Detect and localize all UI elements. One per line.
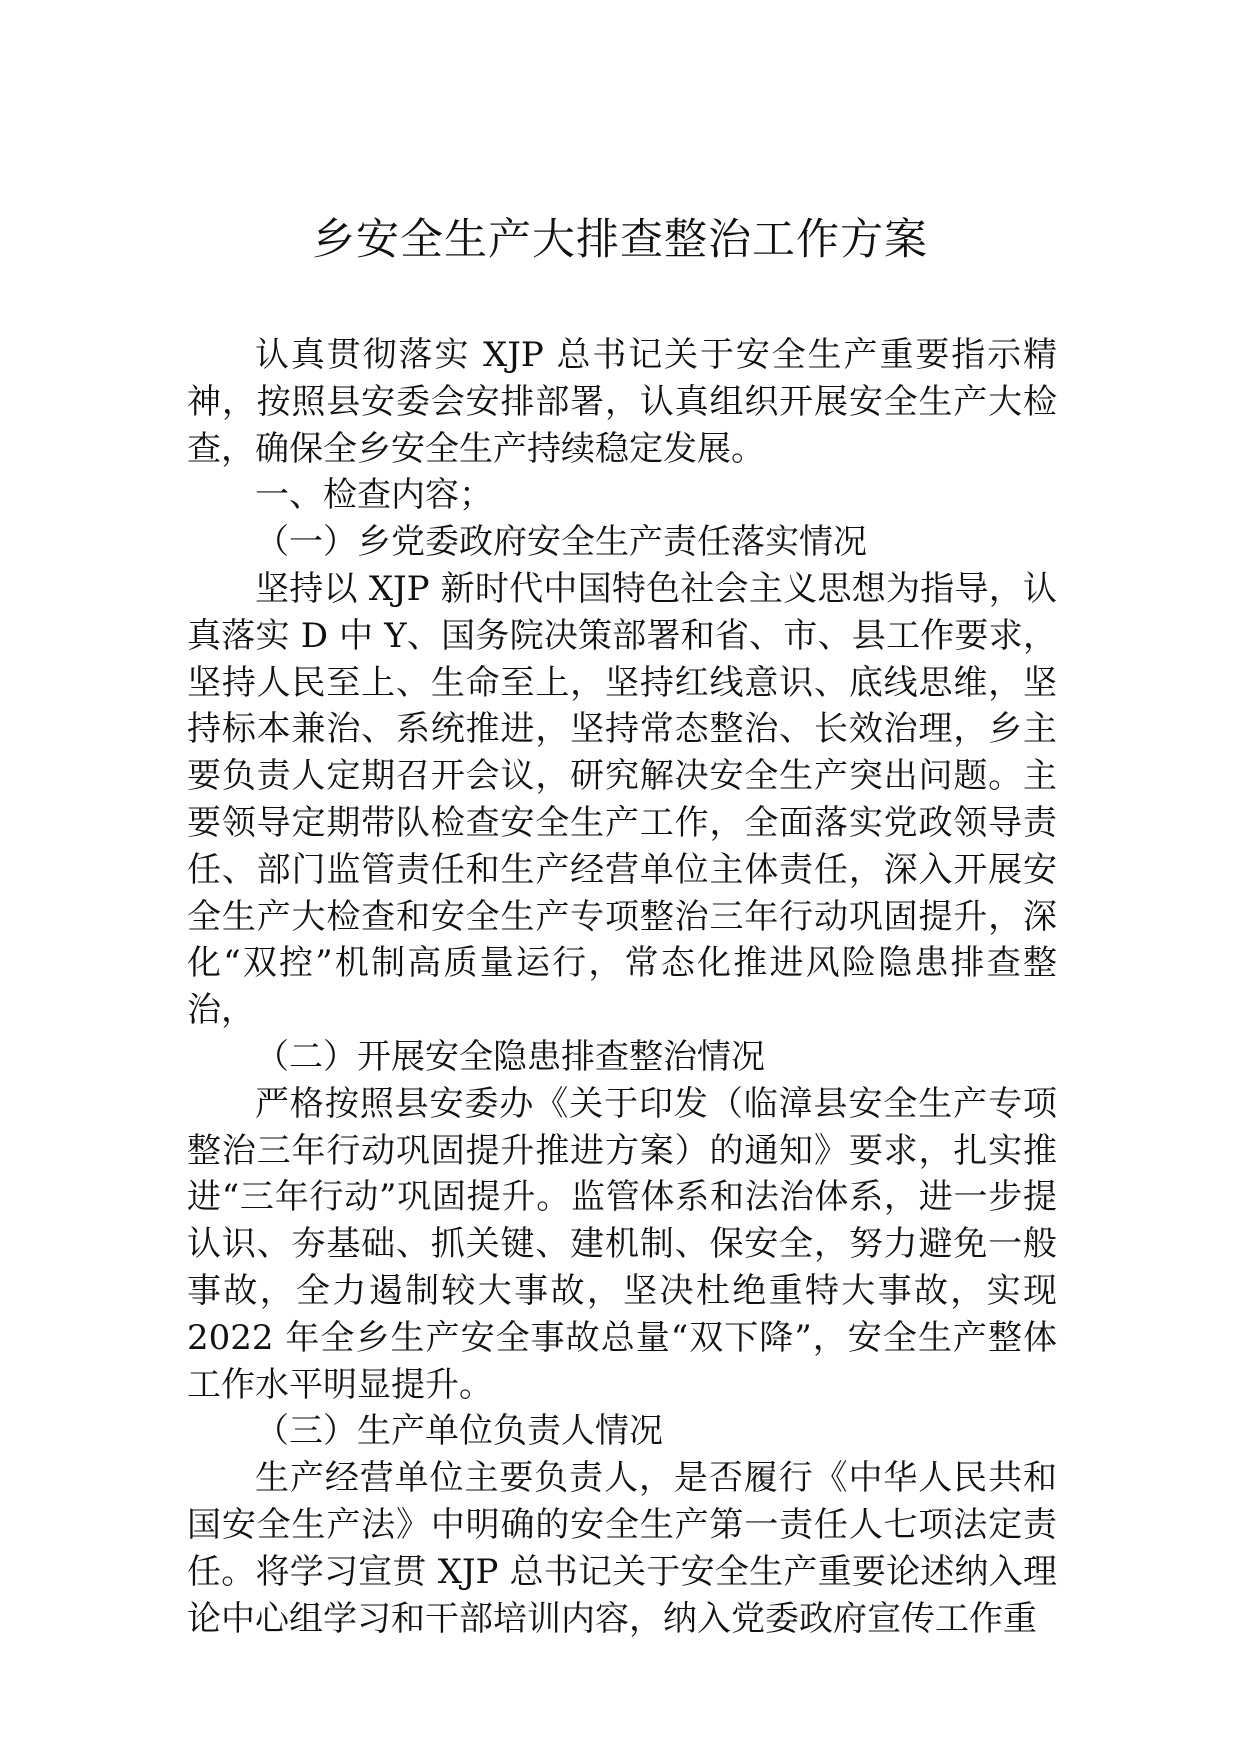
subsection-3-paragraph: 生产经营单位主要负责人，是否履行《中华人民共和国安全生产法》中明确的安全生产第一责任人七项法定责任。将学习宣贯 XJP 总书记关于安全生产重要论述纳入理论中心组学习和干部培训内容，纳入党委政府宣传工作重 — [187, 1458, 1057, 1639]
section-heading-inspection-content: 一、检查内容； — [255, 475, 493, 516]
document-body — [187, 332, 1057, 1642]
subsection-heading-3: （三）生产单位负责人情况 — [255, 1411, 663, 1452]
intro-paragraph: 认真贯彻落实 XJP 总书记关于安全生产重要指示精神，按照县安委会安排部署，认真组织开展安全生产大检查，确保全乡安全生产持续稳定发展。 — [187, 335, 1057, 469]
subsection-2-paragraph: 严格按照县安委办《关于印发（临漳县安全生产专项整治三年行动巩固提升推进方案）的通知》要求，扎实推进“三年行动”巩固提升。监管体系和法治体系，进一步提认识、夯基础、抓关键、建机制、保安全，努力避免一般事故，全力遏制较大事故，坚决杜绝重特大事故，实现 2022 年全乡生产安全事故总量“双下降”，安全生产整体工作水平明显提升。 — [187, 1083, 1057, 1405]
subsection-1-paragraph: 坚持以 XJP 新时代中国特色社会主义思想为指导，认真落实 D 中 Y、国务院决策部署和省、市、县工作要求，坚持人民至上、生命至上，坚持红线意识、底线思维，坚持标本兼治、系统推进，坚持常态整治、长效治理，乡主要负责人定期召开会议，研究解决安全生产突出问题。主要领导定期带队检查安全生产工作，全面落实党政领导责任、部门监管责任和生产经营单位主体责任，深入开展安全生产大检查和安全生产专项整治三年行动巩固提升，深化“双控”机制高质量运行，常态化推进风险隐患排查整治， — [187, 568, 1057, 1031]
subsection-heading-2: （二）开展安全隐患排查整治情况 — [255, 1036, 765, 1077]
document-title: 乡安全生产大排查整治工作方案 — [312, 215, 928, 265]
subsection-heading-1: （一）乡党委政府安全生产责任落实情况 — [255, 522, 867, 563]
